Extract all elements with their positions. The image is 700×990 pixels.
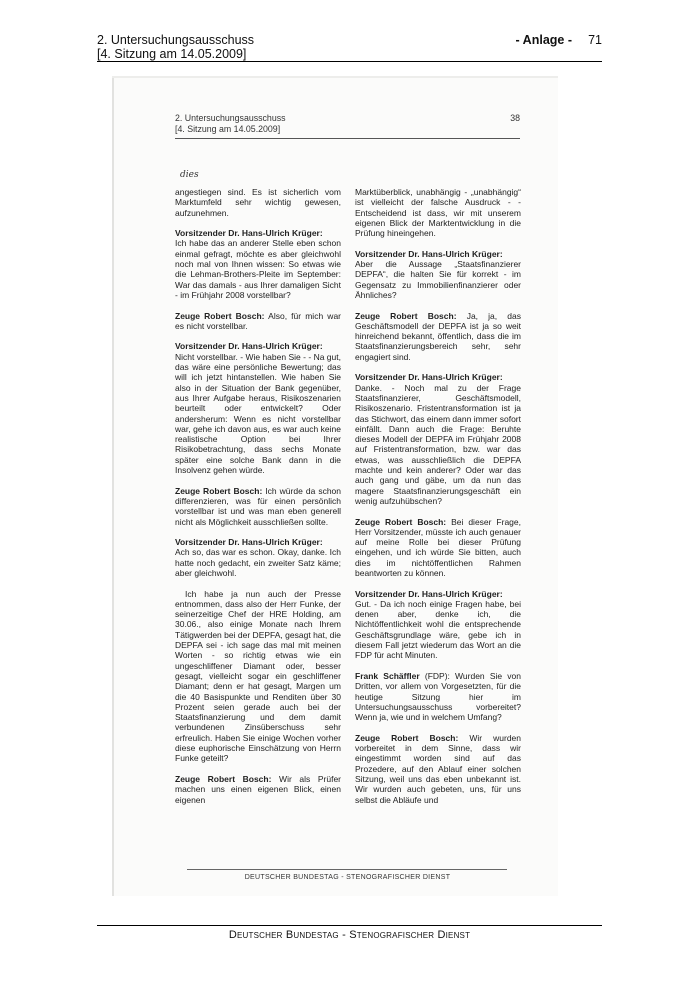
speaker-name: Frank Schäffler	[355, 670, 420, 681]
session-date: [4. Sitzung am 14.05.2009]	[97, 47, 247, 61]
speaker-name: Vorsitzender Dr. Hans-Ulrich Krüger:	[175, 228, 323, 239]
speech-text: Nicht vorstellbar. - Wie haben Sie - - Na gut, das wäre eine persönliche Bewertung; das will ich jetzt hintanstellen. Wie haben Sie also in der Situation der Bank gegenüber, aus Ihrer Aufgabe heraus, Risikoszenarien beurteilt oder entwickelt? Oder andersherum: Wenn es nicht vorstellbar war, gehe ich davon aus, es war auch keine realistische Option bei Ihrer Risikobetrachtung, dass sechs Monate später eine solche Bank dann in die Insolvenz gehen würde.	[175, 351, 341, 476]
transcript-paragraph	[175, 187, 341, 218]
speaker-name: Vorsitzender Dr. Hans-Ulrich Krüger:	[355, 588, 503, 599]
scan-footer-divider	[187, 869, 507, 870]
footer-divider	[97, 925, 602, 926]
speech-text: angestiegen sind. Es ist sicherlich vom Marktumfeld sehr wichtig gewesen, aufzunehmen.	[175, 187, 341, 218]
transcript-paragraph	[175, 774, 341, 805]
scan-header-divider	[175, 138, 520, 139]
transcript-paragraph	[355, 249, 521, 300]
page-header	[97, 33, 602, 61]
scanned-page	[112, 76, 558, 896]
scan-page-number: 38	[510, 113, 520, 123]
transcript-paragraph	[355, 372, 521, 506]
speech-text: Wir wurden vorbereitet in dem Sinne, dass wir eingestimmt worden sind auf das Prozedere, auf den Ablauf einer solchen Sitzung, weil uns das eben unbekannt ist. Wir wurden auch gebeten, uns, für uns selbst die Abläufe und	[355, 732, 521, 805]
speaker-name: Zeuge Robert Bosch:	[175, 310, 265, 321]
transcript-column-right	[355, 187, 521, 815]
transcript-paragraph	[175, 228, 341, 300]
transcript-paragraph	[175, 486, 341, 527]
speech-text: (FDP): Wurden Sie von Dritten, vor allem von Vorgesetzten, für die heutige Sitzung hier im Untersuchungsausschuss vorbereitet? Wenn ja, wie und in welchem Umfang?	[355, 670, 521, 723]
transcript-paragraph	[355, 187, 521, 238]
handwritten-note: dies	[180, 170, 199, 180]
scan-committee-title: 2. Untersuchungsausschuss	[175, 113, 286, 123]
speaker-name: Zeuge Robert Bosch:	[355, 732, 459, 743]
speech-text: Danke. - Noch mal zu der Frage Staatsfinanzierer, Geschäftsmodell, Risikoszenario. Fristentransformation ist ja das Stichwort, das einem dann immer sofort einfällt. Dann auch die Frage: Beruhte dieses Modell der DEPFA im Frühjahr 2008 auf Fristentransformation, bzw. war das etwas, was ausschließlich die DEPFA machte und kein anderer? Oder war das auch gang und gäbe, um da nun das magere Staatsfinanzierungsgeschäft ein wenig aufzuhübschen?	[355, 382, 521, 506]
speaker-name: Zeuge Robert Bosch:	[175, 485, 263, 496]
speech-text: Ich habe das an anderer Stelle eben schon einmal gefragt, möchte es aber gleichwohl noch mal von Ihnen wissen: So etwas wie die Lehman-Brothers-Pleite im September: War das damals - aus Ihrer damaligen Sicht - im Frühjahr 2008 vorstellbar?	[175, 238, 341, 300]
speech-text: Wir als Prüfer machen uns einen eigenen Blick, einen eigenen	[175, 773, 341, 805]
speech-text: Marktüberblick, unabhängig - „unabhängig“ ist vielleicht der falsche Ausdruck - - Entscheidend ist dass, wir mit unserem eigenen Blick der Marktentwicklung in die Prüfung hineingehen.	[355, 187, 521, 239]
transcript-column-left	[175, 187, 341, 815]
transcript-paragraph	[175, 311, 341, 332]
speaker-name: Zeuge Robert Bosch:	[355, 516, 447, 527]
transcript-paragraph	[175, 341, 341, 475]
speech-text: Bei dieser Frage, Herr Vorsitzender, müsste ich auch genauer auf meine Rolle bei dieser Prüfung eingehen, und ich würde Sie bitten, auch dies im nichtöffentlichen Rahmen beantworten zu können.	[355, 516, 521, 578]
speech-text: Ich habe ja nun auch der Presse entnommen, dass also der Herr Funke, der seinerzeitige Chef der HRE Holding, am 30.06., also einige Monate nach Ihrem Tätigwerden bei der DEPFA, gesagt hat, die DEPFA sei - ich sage das mal mit meinen Worten - so richtig etwas wie ein ungeschliffener Diamant oder, besser gesagt, vielleicht sogar ein geschliffener Diamant; denn er hat gesagt, Margen um die 40 Basispunkte und Renditen über 30 Prozent seien gerade auch bei der Staatsfinanzierung und dem damit verbundenen Zinsüberschuss sehr erfreulich. Haben Sie einige Wochen vorher diese euphorische Einschätzung von Herrn Funke geteilt?	[175, 588, 341, 764]
appendix-label: - Anlage -	[515, 33, 572, 47]
speaker-name: Zeuge Robert Bosch:	[175, 773, 272, 784]
speech-text: Ja, ja, das Geschäftsmodell der DEPFA ist ja so weit hinreichend bekannt, öffentlich, dass die im Staatsfinanzierungsbereich sehr, sehr engagiert sind.	[355, 310, 522, 362]
transcript-paragraph	[355, 589, 521, 661]
speaker-name: Vorsitzender Dr. Hans-Ulrich Krüger:	[175, 341, 323, 352]
speech-text: Also, für mich war es nicht vorstellbar.	[175, 310, 341, 331]
scan-session-date: [4. Sitzung am 14.05.2009]	[175, 124, 281, 134]
transcript-paragraph	[175, 589, 341, 764]
scan-footer: DEUTSCHER BUNDESTAG - STENOGRAFISCHER DIENST	[244, 874, 451, 881]
scan-edge-top	[112, 76, 558, 78]
page-number: 71	[588, 33, 602, 47]
header-divider	[97, 61, 602, 62]
transcript-paragraph	[355, 671, 521, 722]
speaker-name: Vorsitzender Dr. Hans-Ulrich Krüger:	[355, 372, 503, 383]
committee-title: 2. Untersuchungsausschuss	[97, 33, 255, 47]
transcript-paragraph	[355, 311, 521, 362]
speaker-name: Vorsitzender Dr. Hans-Ulrich Krüger:	[175, 537, 323, 548]
page-footer: Deutscher Bundestag - Stenografischer Dienst	[228, 929, 471, 941]
speaker-name: Zeuge Robert Bosch:	[355, 310, 457, 321]
scan-header	[175, 113, 520, 139]
speech-text: Ich würde da schon differenzieren, was für einen persönlich vorstellbar ist und was man eben generell nicht als Möglichkeit ausschließen sollte.	[175, 485, 342, 527]
speech-text: Ach so, das war es schon. Okay, danke. Ich hatte noch gedacht, ein zweiter Satz käme; aber gleichwohl.	[175, 547, 341, 578]
transcript-paragraph	[355, 517, 521, 579]
transcript-paragraph	[175, 537, 341, 578]
transcript-paragraph	[355, 733, 521, 805]
speech-text: Aber die Aussage „Staatsfinanzierer DEPFA“, die halten Sie für korrekt - im Gegensatz zu Immobilienfinanzierer oder Ähnliches?	[355, 259, 521, 300]
speech-text: Gut. - Da ich noch einige Fragen habe, bei denen aber, denke ich, die Nichtöffentlichkeit wohl die entsprechende Geschäftsgrundlage wäre, gebe ich in diesem Fall jetzt wiederum das Wort an die FDP für acht Minuten.	[355, 598, 521, 661]
scan-edge-left	[112, 76, 114, 896]
speaker-name: Vorsitzender Dr. Hans-Ulrich Krüger:	[355, 248, 503, 259]
